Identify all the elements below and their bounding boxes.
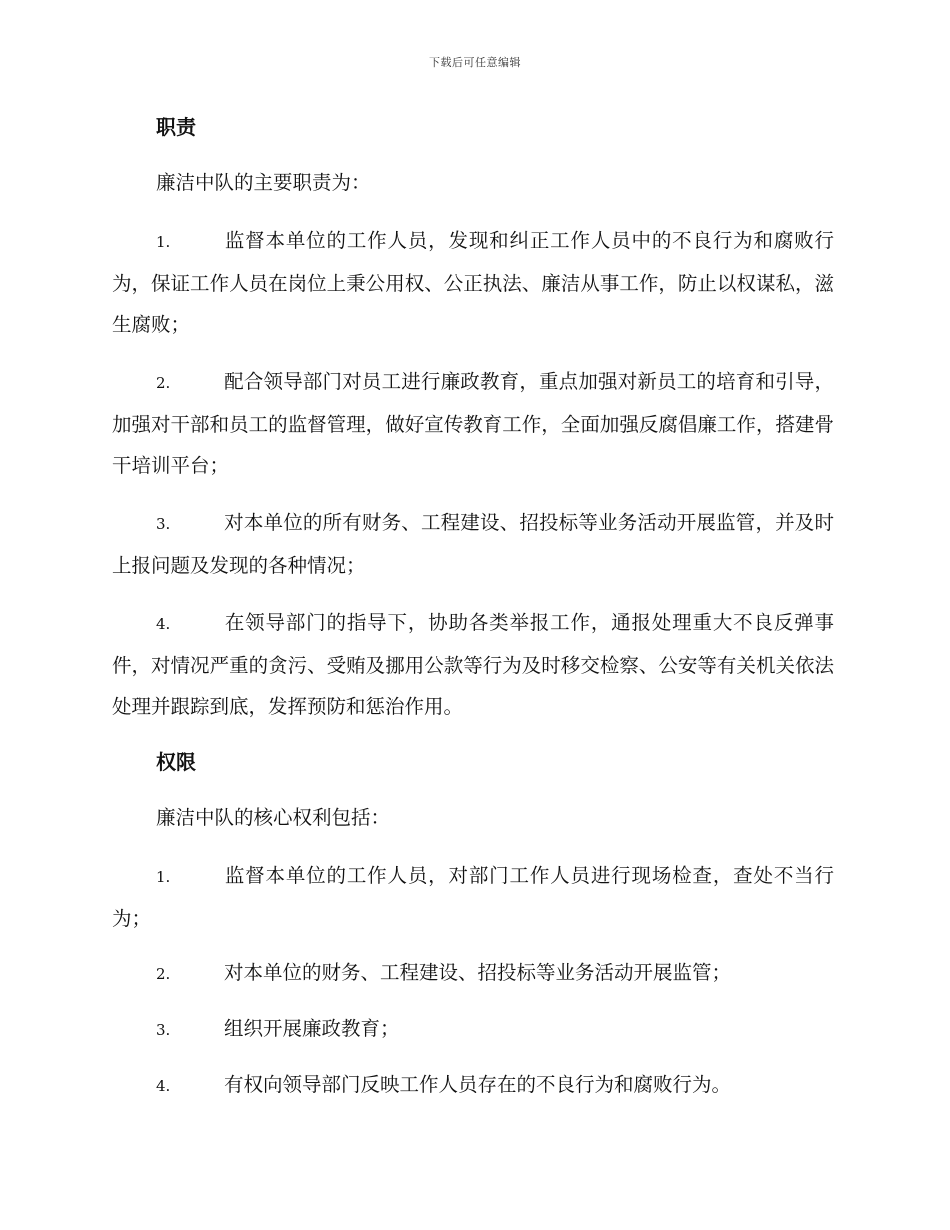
list-item — [112, 220, 834, 345]
list-item — [112, 502, 834, 586]
item-number: 4. — [156, 1077, 171, 1095]
list-item — [112, 952, 834, 995]
item-text: 在领导部门的指导下，协助各类举报工作，通报处理重大不良反弹事件，对情况严重的贪污、受贿及挪用公款等行为及时移交检察、公安等有关机关依法处理并跟踪到底，发挥预防和惩治作用。 — [112, 611, 834, 718]
list-item — [112, 1008, 834, 1051]
item-number: 2. — [156, 374, 171, 392]
item-number: 1. — [156, 868, 171, 886]
section-intro: 廉洁中队的核心权利包括： — [156, 806, 391, 829]
item-text: 组织开展廉政教育； — [224, 1017, 400, 1040]
item-text: 对本单位的所有财务、工程建设、招投标等业务活动开展监管，并及时上报问题及发现的各种情况； — [112, 511, 834, 577]
section-authority — [112, 743, 834, 1107]
section-title: 权限 — [156, 750, 196, 774]
list-item — [112, 602, 834, 727]
section-title: 职责 — [156, 115, 196, 139]
item-number: 3. — [156, 1021, 171, 1039]
item-text: 对本单位的财务、工程建设、招投标等业务活动开展监管； — [224, 961, 732, 984]
item-text: 有权向领导部门反映工作人员存在的不良行为和腐败行为。 — [224, 1073, 732, 1096]
header-note: 下载后可任意编辑 — [429, 56, 521, 69]
list-item — [112, 361, 834, 486]
list-item — [112, 855, 834, 939]
item-text: 监督本单位的工作人员，发现和纠正工作人员中的不良行为和腐败行为，保证工作人员在岗位上秉公用权、公正执法、廉洁从事工作，防止以权谋私，滋生腐败； — [112, 229, 834, 336]
item-number: 3. — [156, 515, 171, 533]
section-intro: 廉洁中队的主要职责为： — [156, 171, 371, 194]
item-number: 2. — [156, 965, 171, 983]
item-number: 4. — [156, 615, 171, 633]
list-item — [112, 1064, 834, 1107]
item-number: 1. — [156, 233, 171, 251]
item-text: 监督本单位的工作人员，对部门工作人员进行现场检查，查处不当行为； — [112, 864, 834, 930]
section-duties — [112, 108, 834, 727]
item-text: 配合领导部门对员工进行廉政教育，重点加强对新员工的培育和引导，加强对干部和员工的监督管理，做好宣传教育工作，全面加强反腐倡廉工作，搭建骨干培训平台； — [112, 370, 834, 477]
document-body — [112, 108, 834, 1120]
